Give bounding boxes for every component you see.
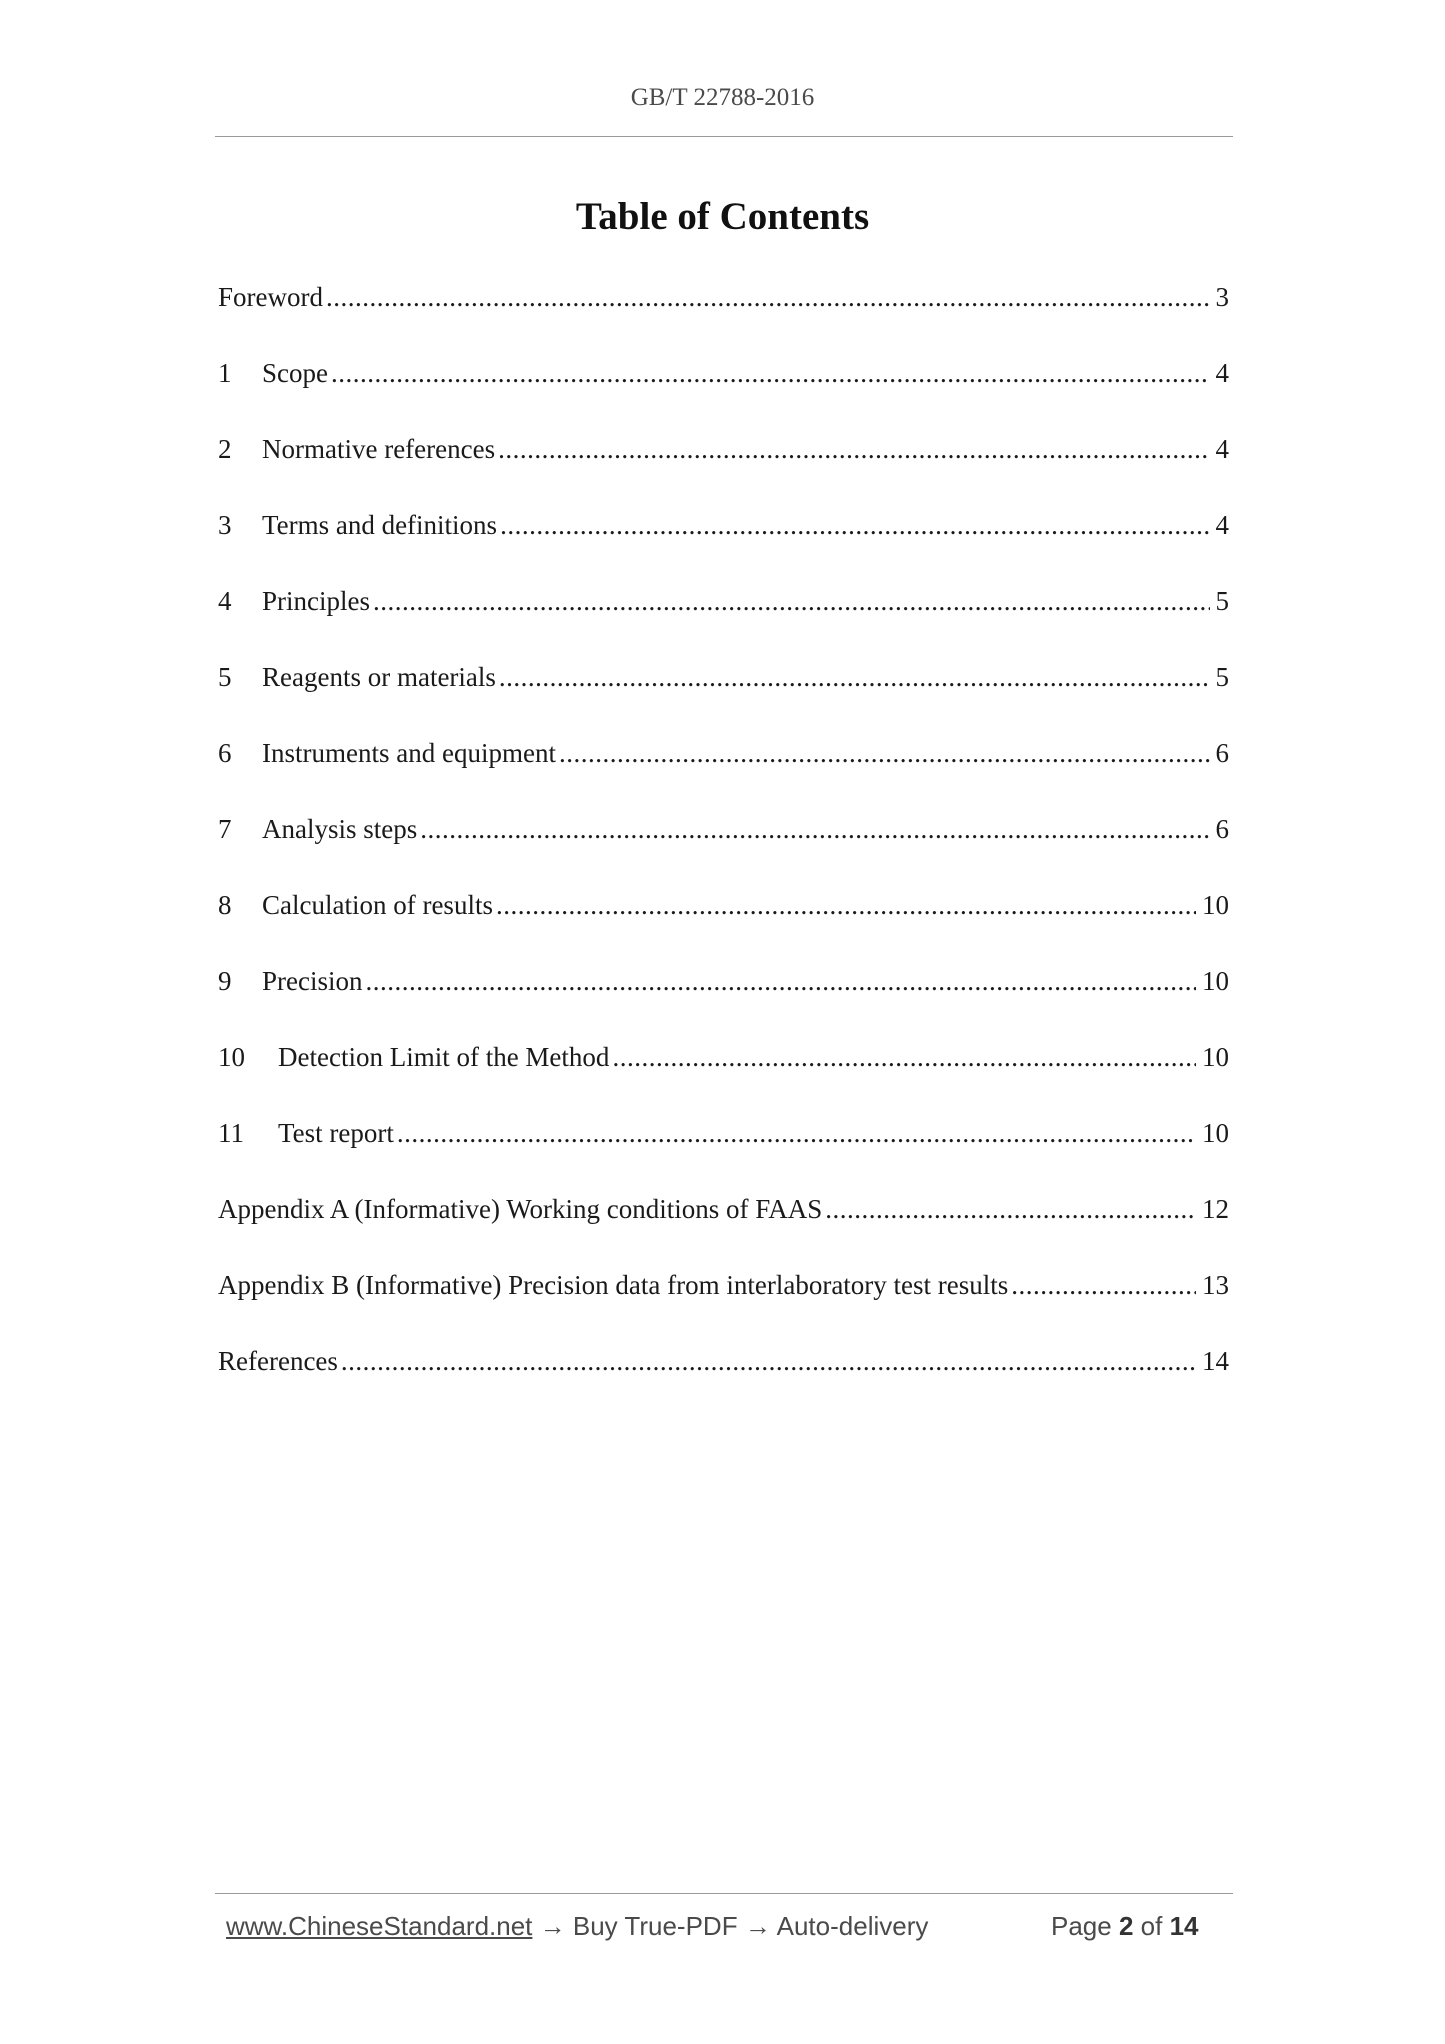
toc-entry-page: 10 — [1202, 1118, 1229, 1148]
toc-entry-number: 3 — [218, 510, 232, 540]
toc-entry-number: 11 — [218, 1118, 244, 1148]
toc-entry-page: 10 — [1202, 1042, 1229, 1072]
toc-entry-title: Analysis steps — [262, 814, 418, 844]
dot-leader — [366, 961, 1197, 1001]
toc-entry-title: References — [218, 1346, 338, 1376]
toc-list — [218, 277, 1229, 1417]
buy-pdf-text: Buy True-PDF — [572, 1911, 738, 1941]
dot-leader — [612, 1037, 1196, 1077]
toc-entry-title: Instruments and equipment — [262, 738, 556, 768]
toc-entry-title: Calculation of results — [262, 890, 493, 920]
page-word: Page — [1051, 1911, 1112, 1941]
dot-leader — [559, 733, 1210, 773]
toc-entry-number: 2 — [218, 434, 232, 464]
dot-leader — [420, 809, 1209, 849]
toc-entry-page: 5 — [1215, 662, 1229, 692]
dot-leader — [1011, 1265, 1196, 1305]
dot-leader — [341, 1341, 1196, 1381]
dot-leader — [499, 657, 1210, 697]
toc-entry-reagents-or-materials[interactable] — [218, 657, 1229, 733]
toc-entry-references[interactable] — [218, 1341, 1229, 1417]
toc-entry-number: 8 — [218, 890, 232, 920]
dot-leader — [496, 885, 1196, 925]
toc-entry-title: Detection Limit of the Method — [278, 1042, 610, 1072]
toc-entry-page: 4 — [1215, 510, 1229, 540]
toc-entry-appendix-a[interactable] — [218, 1189, 1229, 1265]
toc-entry-page: 12 — [1202, 1194, 1229, 1224]
toc-entry-page: 4 — [1215, 434, 1229, 464]
toc-entry-number: 5 — [218, 662, 232, 692]
dot-leader — [326, 277, 1210, 317]
total-page-count: 14 — [1169, 1911, 1199, 1941]
toc-entry-analysis-steps[interactable] — [218, 809, 1229, 885]
toc-entry-principles[interactable] — [218, 581, 1229, 657]
toc-entry-title: Terms and definitions — [262, 510, 498, 540]
toc-entry-number: 1 — [218, 358, 232, 388]
toc-entry-title: Normative references — [262, 434, 496, 464]
toc-entry-scope[interactable] — [218, 353, 1229, 429]
of-word: of — [1140, 1911, 1163, 1941]
toc-entry-number: 6 — [218, 738, 232, 768]
toc-entry-detection-limit[interactable] — [218, 1037, 1229, 1113]
dot-leader — [825, 1189, 1196, 1229]
auto-delivery-text: Auto-delivery — [776, 1911, 929, 1941]
toc-entry-foreword[interactable] — [218, 277, 1229, 353]
toc-entry-title: Reagents or materials — [262, 662, 496, 692]
toc-entry-title: Foreword — [218, 282, 323, 312]
dot-leader — [397, 1113, 1196, 1153]
page-number-info — [1051, 1911, 1199, 1942]
page-footer — [226, 1911, 1226, 1942]
toc-entry-page: 14 — [1202, 1346, 1229, 1376]
dot-leader — [331, 353, 1210, 393]
dot-leader — [498, 429, 1209, 469]
header-divider — [215, 136, 1233, 137]
toc-entry-page: 5 — [1215, 586, 1229, 616]
site-link[interactable]: www.ChineseStandard.net — [226, 1911, 533, 1941]
toc-entry-number: 4 — [218, 586, 232, 616]
toc-entry-terms-and-definitions[interactable] — [218, 505, 1229, 581]
toc-entry-precision[interactable] — [218, 961, 1229, 1037]
toc-entry-title: Appendix B (Informative) Precision data from interlaboratory test results — [218, 1270, 1009, 1300]
arrow-icon: → — [744, 1911, 771, 1941]
toc-entry-page: 4 — [1215, 358, 1229, 388]
toc-entry-page: 13 — [1202, 1270, 1229, 1300]
footer-divider — [215, 1893, 1233, 1894]
toc-entry-page: 10 — [1202, 966, 1229, 996]
toc-entry-calculation-of-results[interactable] — [218, 885, 1229, 961]
toc-entry-title: Test report — [278, 1118, 394, 1148]
toc-entry-number: 10 — [218, 1042, 245, 1072]
toc-entry-title: Scope — [262, 358, 328, 388]
toc-entry-normative-references[interactable] — [218, 429, 1229, 505]
toc-entry-number: 9 — [218, 966, 232, 996]
toc-entry-number: 7 — [218, 814, 232, 844]
document-code-header: GB/T 22788-2016 — [630, 84, 815, 111]
toc-entry-page: 10 — [1202, 890, 1229, 920]
toc-entry-appendix-b[interactable] — [218, 1265, 1229, 1341]
toc-entry-test-report[interactable] — [218, 1113, 1229, 1189]
dot-leader — [373, 581, 1210, 621]
toc-entry-page: 3 — [1215, 282, 1229, 312]
toc-entry-page: 6 — [1215, 738, 1229, 768]
toc-entry-title: Appendix A (Informative) Working conditions of FAAS — [218, 1194, 823, 1224]
toc-entry-title: Precision — [262, 966, 363, 996]
dot-leader — [500, 505, 1209, 545]
current-page-number: 2 — [1118, 1911, 1134, 1941]
toc-entry-title: Principles — [262, 586, 370, 616]
arrow-icon: → — [539, 1911, 566, 1941]
toc-entry-instruments-and-equipment[interactable] — [218, 733, 1229, 809]
toc-entry-page: 6 — [1215, 814, 1229, 844]
toc-title: Table of Contents — [575, 195, 870, 238]
